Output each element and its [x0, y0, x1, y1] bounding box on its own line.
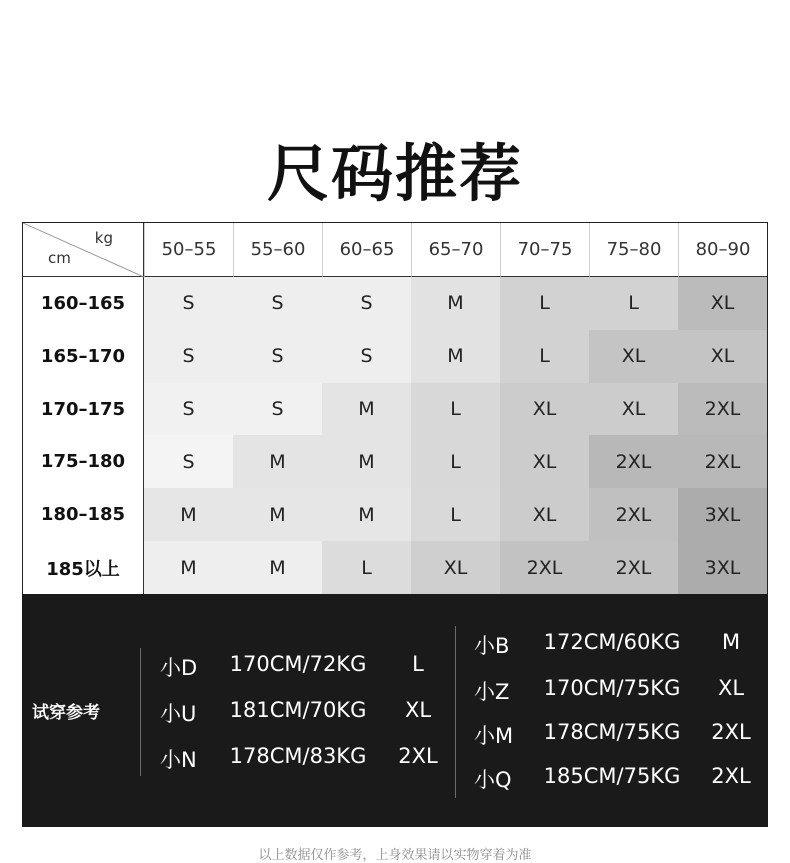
size-cell: M [322, 488, 411, 541]
size-cell: L [322, 541, 411, 594]
weight-column-header: 60–65 [322, 223, 411, 277]
person-measurements: 185CM/75KG [543, 764, 681, 788]
weight-column-header: 70–75 [500, 223, 589, 277]
try-on-reference-label: 试穿参考 [32, 703, 100, 723]
size-cell: XL [678, 330, 767, 383]
weight-column-header: 50–55 [144, 223, 233, 277]
person-name: 小Q [474, 768, 512, 792]
person-measurements: 170CM/75KG [543, 676, 681, 700]
size-cell: S [144, 277, 233, 330]
diagonal-divider [23, 223, 144, 277]
size-cell: S [144, 435, 233, 488]
size-cell: L [411, 435, 500, 488]
weight-column-header: 65–70 [411, 223, 500, 277]
size-cell: 2XL [678, 435, 767, 488]
size-cell: L [589, 277, 678, 330]
recommended-size: XL [404, 698, 432, 722]
size-cell: S [233, 277, 322, 330]
height-row-header: 170–175 [23, 383, 144, 436]
size-cell: M [233, 541, 322, 594]
recommended-size: 2XL [711, 764, 751, 788]
size-cell: S [144, 383, 233, 436]
size-cell: M [322, 435, 411, 488]
size-cell: S [233, 330, 322, 383]
size-cell: S [322, 277, 411, 330]
person-measurements: 170CM/72KG [229, 652, 367, 676]
size-cell: 2XL [678, 383, 767, 436]
height-row-header: 180–185 [23, 488, 144, 541]
size-cell: S [322, 330, 411, 383]
size-cell: M [322, 383, 411, 436]
person-measurements: 178CM/83KG [229, 744, 367, 768]
size-table [22, 222, 768, 594]
weight-column-header: 75–80 [589, 223, 678, 277]
height-row-header: 185以上 [23, 541, 144, 594]
size-cell: 2XL [589, 488, 678, 541]
size-cell: L [411, 488, 500, 541]
height-row-header: 175–180 [23, 435, 144, 488]
size-cell: XL [678, 277, 767, 330]
disclaimer-text: 以上数据仅作参考，上身效果请以实物穿着为准 [258, 848, 532, 863]
size-cell: XL [500, 383, 589, 436]
size-cell: L [411, 383, 500, 436]
size-cell: M [144, 541, 233, 594]
size-cell: 3XL [678, 488, 767, 541]
height-unit-label: cm [48, 249, 71, 267]
person-name: 小D [160, 656, 198, 680]
size-cell: M [411, 277, 500, 330]
size-cell: M [144, 488, 233, 541]
divider-line [140, 648, 141, 776]
page-title: 尺码推荐 [266, 137, 523, 210]
size-cell: S [144, 330, 233, 383]
person-measurements: 181CM/70KG [229, 698, 367, 722]
weight-column-header: 55–60 [233, 223, 322, 277]
person-name: 小N [160, 748, 197, 772]
recommended-size: L [412, 652, 424, 676]
table-corner [23, 223, 144, 277]
height-row-header: 160–165 [23, 277, 144, 330]
size-cell: XL [500, 435, 589, 488]
person-name: 小Z [474, 680, 510, 704]
recommended-size: 2XL [711, 720, 751, 744]
recommended-size: 2XL [398, 744, 438, 768]
weight-column-header: 80–90 [678, 223, 767, 277]
size-cell: XL [411, 541, 500, 594]
weight-unit-label: kg [94, 229, 113, 247]
person-name: 小B [474, 634, 510, 658]
size-cell: 3XL [678, 541, 767, 594]
size-cell: M [233, 488, 322, 541]
recommended-size: M [721, 630, 741, 654]
size-cell: 2XL [589, 541, 678, 594]
size-cell: XL [589, 383, 678, 436]
size-cell: M [233, 435, 322, 488]
size-cell: L [500, 330, 589, 383]
size-cell: L [500, 277, 589, 330]
recommended-size: XL [717, 676, 745, 700]
person-name: 小M [474, 724, 514, 748]
person-measurements: 172CM/60KG [543, 630, 681, 654]
size-cell: S [233, 383, 322, 436]
person-name: 小U [160, 702, 197, 726]
height-row-header: 165–170 [23, 330, 144, 383]
size-cell: 2XL [500, 541, 589, 594]
size-cell: 2XL [589, 435, 678, 488]
size-cell: M [411, 330, 500, 383]
person-measurements: 178CM/75KG [543, 720, 681, 744]
size-cell: XL [500, 488, 589, 541]
size-cell: XL [589, 330, 678, 383]
